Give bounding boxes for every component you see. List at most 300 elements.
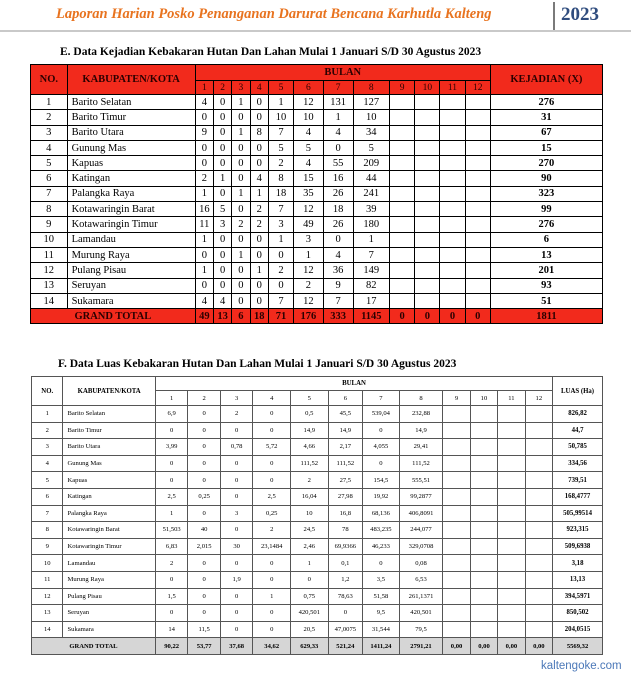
month-value xyxy=(415,263,440,278)
month-value xyxy=(415,293,440,308)
month-value: 10 xyxy=(294,110,324,125)
month-value: 36 xyxy=(323,263,353,278)
row-number: 8 xyxy=(31,202,68,217)
month-value: 0 xyxy=(213,110,231,125)
month-value xyxy=(470,621,497,638)
month-value: 4 xyxy=(323,125,353,140)
month-value: 0 xyxy=(323,232,353,247)
month-value: 8 xyxy=(250,125,268,140)
month-value xyxy=(525,621,552,638)
row-number: 9 xyxy=(32,538,63,555)
kabupaten-name: Kotawaringin Timur xyxy=(63,538,155,555)
month-value xyxy=(415,171,440,186)
month-value: 4,055 xyxy=(363,439,400,456)
month-value: 10 xyxy=(353,110,390,125)
month-value: 420,501 xyxy=(399,605,443,622)
month-value: 27,98 xyxy=(328,488,363,505)
month-value xyxy=(465,156,490,171)
month-value xyxy=(443,422,470,439)
month-value: 0 xyxy=(268,278,293,293)
month-value: 1 xyxy=(232,125,250,140)
kabupaten-name: Seruyan xyxy=(63,605,155,622)
month-value: 0 xyxy=(188,605,221,622)
grand-month-value: 0 xyxy=(415,309,440,324)
grand-month-value: 53,77 xyxy=(188,638,221,655)
row-total: 13 xyxy=(490,247,602,262)
month-value: 0 xyxy=(220,555,253,572)
kabupaten-name: Katingan xyxy=(63,488,155,505)
month-value: 10 xyxy=(268,110,293,125)
month-value xyxy=(390,217,415,232)
month-value: 0 xyxy=(195,110,213,125)
month-value: 0 xyxy=(363,455,400,472)
row-total: 90 xyxy=(490,171,602,186)
table-row xyxy=(31,186,603,201)
month-value: 5 xyxy=(213,202,231,217)
month-value: 23,1484 xyxy=(253,538,291,555)
month-value: 0 xyxy=(232,110,250,125)
month-value xyxy=(465,171,490,186)
grand-month-value: 0 xyxy=(390,309,415,324)
month-value xyxy=(415,110,440,125)
month-value: 39 xyxy=(353,202,390,217)
month-value: 180 xyxy=(353,217,390,232)
month-header: 2 xyxy=(213,81,231,95)
month-value: 0 xyxy=(232,156,250,171)
kabupaten-name: Kotawaringin Timur xyxy=(67,217,195,232)
month-value: 3,99 xyxy=(155,439,188,456)
month-value: 2 xyxy=(294,278,324,293)
grand-month-value: 0,00 xyxy=(498,638,525,655)
month-value: 26 xyxy=(323,217,353,232)
kabupaten-name: Kotawaringin Barat xyxy=(63,522,155,539)
row-number: 14 xyxy=(31,293,68,308)
month-value: 0 xyxy=(220,605,253,622)
month-value xyxy=(440,247,465,262)
month-value: 0 xyxy=(188,555,221,572)
month-value xyxy=(465,95,490,110)
row-total: 826,82 xyxy=(553,406,603,423)
month-value: 0 xyxy=(213,247,231,262)
row-number: 1 xyxy=(31,95,68,110)
table-row xyxy=(31,263,603,278)
month-value: 1 xyxy=(155,505,188,522)
grand-total-value: 5569,32 xyxy=(553,638,603,655)
col-bulan-header: BULAN xyxy=(195,65,490,81)
kabupaten-name: Katingan xyxy=(67,171,195,186)
kabupaten-name: Kapuas xyxy=(63,472,155,489)
month-value: 17 xyxy=(353,293,390,308)
month-value: 0 xyxy=(363,422,400,439)
month-value: 40 xyxy=(188,522,221,539)
month-value xyxy=(415,95,440,110)
month-value xyxy=(525,472,552,489)
month-value xyxy=(525,488,552,505)
grand-month-value: 18 xyxy=(250,309,268,324)
month-value: 1 xyxy=(250,263,268,278)
grand-total-label: GRAND TOTAL xyxy=(32,638,156,655)
month-value: 0 xyxy=(232,278,250,293)
report-year: 2023 xyxy=(561,4,599,25)
month-value xyxy=(470,538,497,555)
month-value xyxy=(525,588,552,605)
month-value: 0 xyxy=(213,232,231,247)
row-total: 6 xyxy=(490,232,602,247)
month-value: 20,5 xyxy=(291,621,329,638)
row-total: 334,56 xyxy=(553,455,603,472)
month-value: 0 xyxy=(363,555,400,572)
kabupaten-name: Seruyan xyxy=(67,278,195,293)
month-value: 9 xyxy=(195,125,213,140)
month-value: 27,5 xyxy=(328,472,363,489)
month-value: 0 xyxy=(213,263,231,278)
kabupaten-name: Palangka Raya xyxy=(63,505,155,522)
month-value: 1 xyxy=(250,186,268,201)
month-value: 1 xyxy=(323,110,353,125)
month-value: 24,5 xyxy=(291,522,329,539)
month-value xyxy=(465,263,490,278)
row-total: 276 xyxy=(490,217,602,232)
table-row xyxy=(32,571,603,588)
report-header xyxy=(0,0,631,32)
month-value: 1,5 xyxy=(155,588,188,605)
month-value: 19,92 xyxy=(363,488,400,505)
row-total: 276 xyxy=(490,95,602,110)
month-header: 8 xyxy=(353,81,390,95)
row-total: 204,0515 xyxy=(553,621,603,638)
month-value: 209 xyxy=(353,156,390,171)
table-row xyxy=(32,422,603,439)
month-value xyxy=(498,422,525,439)
month-value: 0,5 xyxy=(291,406,329,423)
month-value: 78 xyxy=(328,522,363,539)
month-value: 0 xyxy=(195,247,213,262)
month-value: 0 xyxy=(155,472,188,489)
month-value: 0,08 xyxy=(399,555,443,572)
month-value xyxy=(390,247,415,262)
row-total: 509,6938 xyxy=(553,538,603,555)
row-total: 201 xyxy=(490,263,602,278)
table-row xyxy=(32,505,603,522)
month-value xyxy=(440,95,465,110)
table-row xyxy=(31,171,603,186)
kabupaten-name: Gunung Mas xyxy=(63,455,155,472)
month-value xyxy=(525,406,552,423)
grand-month-value: 1411,24 xyxy=(363,638,400,655)
grand-month-value: 34,62 xyxy=(253,638,291,655)
row-number: 12 xyxy=(32,588,63,605)
month-value: 0 xyxy=(220,588,253,605)
month-value: 4 xyxy=(195,95,213,110)
month-value: 0 xyxy=(232,293,250,308)
month-value: 232,88 xyxy=(399,406,443,423)
month-value: 0 xyxy=(188,439,221,456)
kabupaten-name: Sukamara xyxy=(67,293,195,308)
month-value: 0,25 xyxy=(253,505,291,522)
kabupaten-name: Barito Utara xyxy=(67,125,195,140)
month-value: 0 xyxy=(232,140,250,155)
month-header: 3 xyxy=(232,81,250,95)
month-value: 0 xyxy=(253,455,291,472)
month-header: 1 xyxy=(155,391,188,406)
row-total: 99 xyxy=(490,202,602,217)
row-number: 13 xyxy=(31,278,68,293)
month-value: 10 xyxy=(291,505,329,522)
kabupaten-name: Palangka Raya xyxy=(67,186,195,201)
month-value: 0,25 xyxy=(188,488,221,505)
month-value: 0 xyxy=(253,621,291,638)
row-number: 10 xyxy=(32,555,63,572)
section-f-title: F. Data Luas Kebakaran Hutan Dan Lahan Mulai 1 Januari S/D 30 Agustus 2023 xyxy=(58,358,457,370)
grand-month-value: 2791,21 xyxy=(399,638,443,655)
month-value xyxy=(443,605,470,622)
month-value: 0 xyxy=(232,171,250,186)
table-row xyxy=(32,621,603,638)
month-value xyxy=(465,186,490,201)
row-number: 7 xyxy=(31,186,68,201)
month-value: 149 xyxy=(353,263,390,278)
row-number: 11 xyxy=(31,247,68,262)
kabupaten-name: Barito Selatan xyxy=(67,95,195,110)
month-value xyxy=(390,278,415,293)
month-value: 4,66 xyxy=(291,439,329,456)
month-value: 0 xyxy=(213,95,231,110)
month-value: 0 xyxy=(250,293,268,308)
month-value: 0 xyxy=(155,422,188,439)
month-value xyxy=(390,156,415,171)
row-total: 168,4777 xyxy=(553,488,603,505)
month-value xyxy=(498,406,525,423)
month-value xyxy=(470,522,497,539)
month-value: 1 xyxy=(232,95,250,110)
table-row xyxy=(31,110,603,125)
month-value: 0 xyxy=(188,505,221,522)
month-value: 0 xyxy=(220,522,253,539)
month-value xyxy=(525,571,552,588)
section-e-title: E. Data Kejadian Kebakaran Hutan Dan Lahan Mulai 1 Januari S/D 30 Agustus 2023 xyxy=(60,46,482,58)
month-value xyxy=(443,522,470,539)
col-kejadian-header: KEJADIAN (X) xyxy=(490,65,602,95)
table-row xyxy=(32,488,603,505)
month-header: 6 xyxy=(294,81,324,95)
month-value: 1 xyxy=(195,232,213,247)
kabupaten-name: Barito Selatan xyxy=(63,406,155,423)
month-value xyxy=(470,588,497,605)
row-total: 51 xyxy=(490,293,602,308)
month-value: 3 xyxy=(213,217,231,232)
month-value xyxy=(443,439,470,456)
month-value xyxy=(498,455,525,472)
month-header: 9 xyxy=(443,391,470,406)
month-value: 14,9 xyxy=(328,422,363,439)
month-value xyxy=(465,247,490,262)
month-value: 420,501 xyxy=(291,605,329,622)
month-value: 51,58 xyxy=(363,588,400,605)
month-value: 0,75 xyxy=(291,588,329,605)
month-value: 29,41 xyxy=(399,439,443,456)
row-number: 2 xyxy=(31,110,68,125)
table-row xyxy=(31,140,603,155)
month-value: 7 xyxy=(323,293,353,308)
month-value: 16 xyxy=(195,202,213,217)
month-value: 2 xyxy=(155,555,188,572)
month-value xyxy=(525,555,552,572)
month-value: 5 xyxy=(268,140,293,155)
table-row xyxy=(31,125,603,140)
month-value xyxy=(525,522,552,539)
row-total: 923,315 xyxy=(553,522,603,539)
month-value xyxy=(390,263,415,278)
kabupaten-name: Gunung Mas xyxy=(67,140,195,155)
table-row xyxy=(31,232,603,247)
month-value: 82 xyxy=(353,278,390,293)
kabupaten-name: Lamandau xyxy=(63,555,155,572)
month-value: 7 xyxy=(268,293,293,308)
row-total: 44,7 xyxy=(553,422,603,439)
month-value: 15 xyxy=(294,171,324,186)
col-no-header: NO. xyxy=(32,377,63,406)
month-value: 127 xyxy=(353,95,390,110)
grand-month-value: 521,24 xyxy=(328,638,363,655)
month-value: 0 xyxy=(253,605,291,622)
month-value xyxy=(498,505,525,522)
month-value: 2,46 xyxy=(291,538,329,555)
grand-month-value: 90,22 xyxy=(155,638,188,655)
month-value: 406,8091 xyxy=(399,505,443,522)
month-value: 12 xyxy=(294,263,324,278)
month-value xyxy=(498,605,525,622)
month-value xyxy=(498,555,525,572)
row-total: 323 xyxy=(490,186,602,201)
month-value xyxy=(390,140,415,155)
month-value: 261,1371 xyxy=(399,588,443,605)
report-title: Laporan Harian Posko Penanganan Darurat Bencana Karhutla Kalteng xyxy=(56,6,492,22)
month-value: 6,83 xyxy=(155,538,188,555)
month-value: 2 xyxy=(291,472,329,489)
month-header: 3 xyxy=(220,391,253,406)
row-total: 31 xyxy=(490,110,602,125)
month-value: 14,9 xyxy=(399,422,443,439)
grand-month-value: 0 xyxy=(465,309,490,324)
row-total: 93 xyxy=(490,278,602,293)
month-value xyxy=(443,488,470,505)
month-value: 9,5 xyxy=(363,605,400,622)
month-value: 111,52 xyxy=(399,455,443,472)
month-value xyxy=(443,588,470,605)
month-value xyxy=(415,156,440,171)
month-value xyxy=(443,455,470,472)
month-value xyxy=(525,538,552,555)
month-header: 9 xyxy=(390,81,415,95)
month-value: 2 xyxy=(250,217,268,232)
month-value: 0 xyxy=(220,422,253,439)
month-value xyxy=(443,571,470,588)
month-value: 0 xyxy=(155,455,188,472)
month-value: 12 xyxy=(294,95,324,110)
month-header: 7 xyxy=(363,391,400,406)
table-row xyxy=(32,588,603,605)
month-value: 131 xyxy=(323,95,353,110)
month-value xyxy=(465,202,490,217)
month-value: 11,5 xyxy=(188,621,221,638)
month-value xyxy=(465,293,490,308)
month-value xyxy=(465,278,490,293)
kabupaten-name: Kotawaringin Barat xyxy=(67,202,195,217)
month-value: 2 xyxy=(253,522,291,539)
row-total: 850,502 xyxy=(553,605,603,622)
month-value: 3 xyxy=(268,217,293,232)
table-row xyxy=(31,217,603,232)
month-value xyxy=(440,171,465,186)
month-value: 44 xyxy=(353,171,390,186)
month-value: 0 xyxy=(250,247,268,262)
month-value: 0 xyxy=(213,186,231,201)
row-number: 1 xyxy=(32,406,63,423)
month-value: 30 xyxy=(220,538,253,555)
month-value: 78,63 xyxy=(328,588,363,605)
table-row xyxy=(32,439,603,456)
month-value: 0 xyxy=(250,232,268,247)
month-value: 0 xyxy=(188,571,221,588)
month-header: 6 xyxy=(328,391,363,406)
month-value: 483,235 xyxy=(363,522,400,539)
row-total: 270 xyxy=(490,156,602,171)
month-value: 111,52 xyxy=(328,455,363,472)
month-value xyxy=(415,247,440,262)
month-header: 10 xyxy=(470,391,497,406)
month-value xyxy=(470,439,497,456)
month-value: 18 xyxy=(323,202,353,217)
month-value xyxy=(440,293,465,308)
month-value: 0 xyxy=(195,278,213,293)
month-value: 9 xyxy=(323,278,353,293)
row-total: 3,18 xyxy=(553,555,603,572)
month-value: 1 xyxy=(195,263,213,278)
month-value xyxy=(470,555,497,572)
month-value xyxy=(525,455,552,472)
row-number: 10 xyxy=(31,232,68,247)
month-value xyxy=(465,125,490,140)
row-total: 739,51 xyxy=(553,472,603,489)
month-value: 0 xyxy=(253,571,291,588)
month-value xyxy=(465,110,490,125)
month-value xyxy=(440,217,465,232)
month-value xyxy=(498,538,525,555)
row-number: 9 xyxy=(31,217,68,232)
month-header: 7 xyxy=(323,81,353,95)
month-value: 31,544 xyxy=(363,621,400,638)
month-value: 34 xyxy=(353,125,390,140)
col-bulan-header: BULAN xyxy=(155,377,552,391)
grand-month-value: 629,33 xyxy=(291,638,329,655)
month-value: 4 xyxy=(195,293,213,308)
month-value: 0 xyxy=(253,422,291,439)
kabupaten-name: Pulang Pisau xyxy=(67,263,195,278)
month-value: 45,5 xyxy=(328,406,363,423)
month-value xyxy=(498,439,525,456)
month-value: 6,53 xyxy=(399,571,443,588)
month-value: 2,015 xyxy=(188,538,221,555)
grand-total-value: 1811 xyxy=(490,309,602,324)
row-number: 11 xyxy=(32,571,63,588)
month-value: 12 xyxy=(294,293,324,308)
month-value: 0 xyxy=(253,472,291,489)
month-header: 11 xyxy=(498,391,525,406)
month-value: 0 xyxy=(220,621,253,638)
month-value: 1 xyxy=(195,186,213,201)
month-value xyxy=(470,571,497,588)
month-value xyxy=(390,95,415,110)
